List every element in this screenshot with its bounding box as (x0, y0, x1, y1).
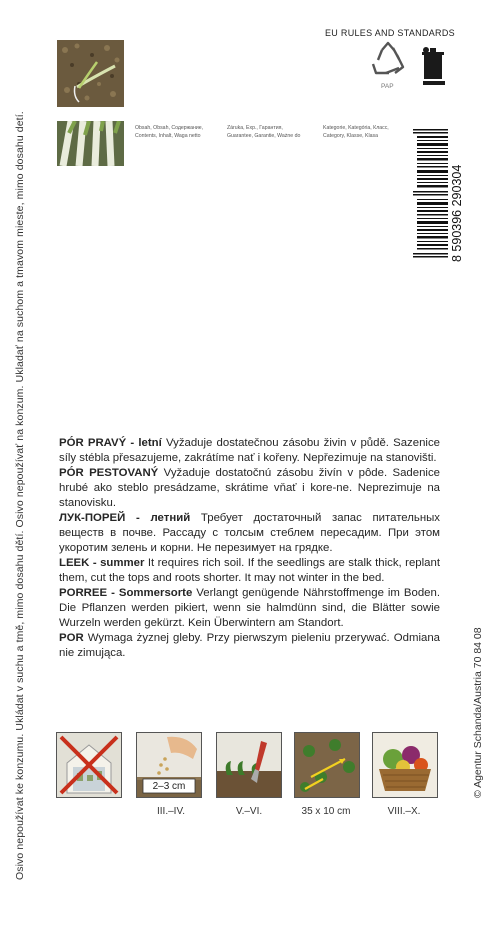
description-ru (59, 511, 440, 556)
description-title: PORREE - Sommersorte (59, 587, 193, 599)
contents-label: Obsah, Obsah, Содержание, (135, 125, 204, 131)
description-text: Verlangt genügende Nährstoffmenge im Boden. Die Pflanzen werden pikiert, wenn sie halmdünn sind, die Blätter sowie Wurzeln werden gekürzt. Kein Überwintern am Standort. (59, 587, 440, 629)
description-title: LEEK - summer (59, 557, 145, 569)
description-text: Vyžaduje dostatočnú zásobu živín v pôde. Sadenice hrubé ako steblo presádzame, skrátime vňať i kore-ne. Neprezimuje na stanovisku. (59, 467, 440, 509)
contents-label: Contents, Inhalt, Waga netto (135, 133, 201, 140)
category-label: Kategorie, Kategória, Класс, (323, 125, 389, 131)
spacing-label: 35 x 10 cm (301, 806, 351, 817)
leek-stalks-photo (57, 121, 124, 166)
description-title: POR (59, 632, 84, 644)
guarantee-label: Guarantee, Garantie, Ważne do (227, 133, 301, 140)
plant-spacing-icon (294, 732, 360, 798)
description-text: Vyžaduje dostatečnou zásobu živin v půdě. Sazenice síly stébla přesazujeme, zakrátíme nať i kořeny. Nepřezimuje na stanovišti. (59, 437, 440, 464)
harvest-period-label: VIII.–X. (387, 806, 421, 817)
description-text: Wymaga żyznej gleby. Przy pierwszym pieleniu przerywać. Odmiana nie zimująca. (59, 632, 440, 659)
leek-seedling-photo (57, 40, 124, 107)
description-text: Требует достаточный запас питательных веществ в почве. Рассаду с толсым стеблем пересадим. При этом укоротим зелень и корни. Не перезимует на грядке. (59, 512, 441, 554)
description-title: PÓR PESTOVANÝ (59, 467, 159, 479)
barcode-number: 8 590396 290304 (450, 164, 464, 262)
sowing-depth-label: 2–3 cm (152, 781, 186, 792)
sowing-period-label: III.–IV. (157, 806, 185, 817)
recycle-icon (370, 40, 406, 80)
harvest-basket-icon (372, 732, 438, 798)
description-title: ЛУК-ПОРЕЙ - летний (59, 512, 191, 524)
eu-rules-title: EU RULES AND STANDARDS (325, 28, 455, 38)
storage-warning-side-text: Osivo nepoužívat ke konzumu. Ukládat v suchu a tmě, mimo dosahu dětí. Osivo nepoužívať na konzum. Ukladať na suchom a tmavom mieste, mimo dosahu detí. (14, 111, 26, 880)
description-sk (59, 466, 440, 511)
copyright-side-text: © Agentur Schanda/Austria 70 84 08 (472, 627, 484, 798)
description-cz (59, 436, 440, 466)
description-title: PÓR PRAVÝ - letní (59, 437, 162, 449)
pap-label: PAP (381, 83, 394, 90)
guarantee-label: Záruka, Exp., Гарантия, (227, 125, 283, 131)
no-greenhouse-icon (56, 732, 122, 798)
sowing-depth-icon (136, 732, 202, 798)
barcode (411, 129, 465, 263)
transplanting-icon (216, 732, 282, 798)
variety-descriptions (59, 436, 440, 661)
trash-bin-icon (415, 45, 451, 87)
transplanting-period-label: V.–VI. (235, 806, 263, 817)
category-label: Category, Klasse, Klasa (323, 133, 378, 140)
description-text: It requires rich soil. If the seedlings are stalk thick, replant them, cut the tops and roots shorter. It may not winter in the bed. (59, 557, 440, 584)
description-pl (59, 631, 440, 661)
description-en (59, 556, 440, 586)
description-de (59, 586, 440, 631)
